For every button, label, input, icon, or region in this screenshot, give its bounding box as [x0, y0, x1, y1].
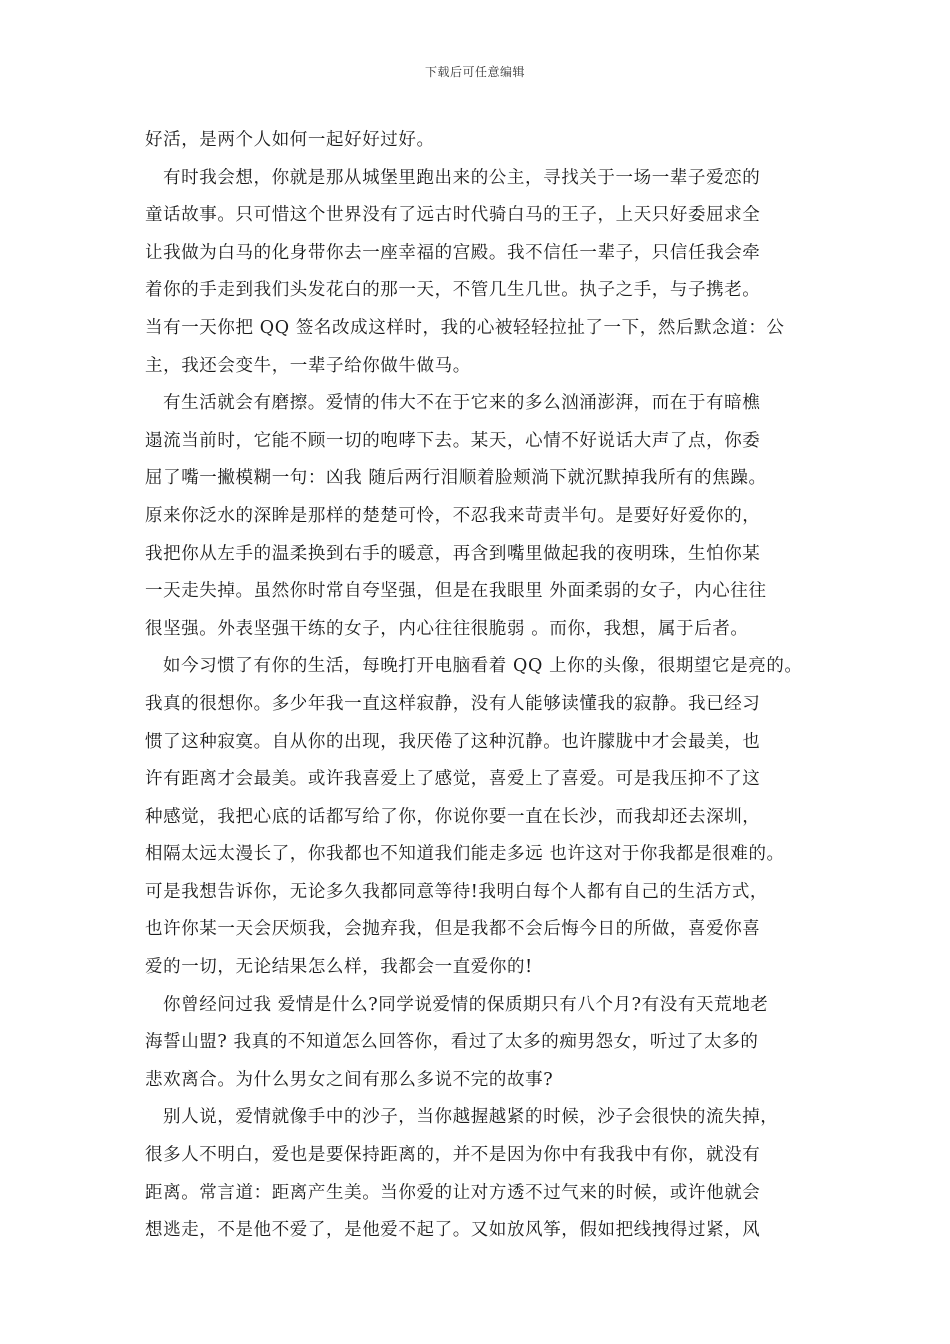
text-line: 童话故事。只可惜这个世界没有了远古时代骑白马的王子，上天只好委屈求全	[145, 205, 761, 226]
text-line: 一天走失掉。虽然你时常自夸坚强，但是在我眼里 外面柔弱的女子，内心往往	[145, 581, 767, 602]
text-line: 原来你泛水的深眸是那样的楚楚可怜，不忍我来苛责半句。是要好好爱你的，	[145, 505, 761, 526]
text-line: 很多人不明白，爱也是要保持距离的，并不是因为你中有我我中有你，就没有	[145, 1145, 761, 1166]
text-line: 屈了嘴一撇模糊一句：凶我 随后两行泪顺着脸颊淌下就沉默掉我所有的焦躁。	[145, 468, 767, 489]
text-line: 主，我还会变牛，一辈子给你做牛做马。	[145, 355, 471, 376]
text-line: 我真的很想你。多少年我一直这样寂静，没有人能够读懂我的寂静。我已经习	[145, 693, 761, 714]
page-header: 下载后可任意编辑	[424, 65, 525, 79]
text-line: 我把你从左手的温柔换到右手的暖意，再含到嘴里做起我的夜明珠，生怕你某	[145, 543, 761, 564]
text-line: 别人说，爱情就像手中的沙子，当你越握越紧的时候，沙子会很快的流失掉，	[163, 1107, 779, 1128]
text-line: 当有一天你把 QQ 签名改成这样时，我的心被轻轻拉扯了一下，然后默念道：公	[145, 317, 785, 338]
text-line: 有时我会想，你就是那从城堡里跑出来的公主，寻找关于一场一辈子爱恋的	[163, 167, 761, 188]
text-line: 着你的手走到我们头发花白的那一天，不管几生几世。执子之手，与子携老。	[145, 280, 761, 301]
text-line: 你曾经问过我 爱情是什么?同学说爱情的保质期只有八个月?有没有天荒地老	[163, 994, 769, 1015]
text-line: 想逃走，不是他不爱了，是他爱不起了。又如放风筝，假如把线拽得过紧，风	[145, 1220, 761, 1241]
text-line: 悲欢离合。为什么男女之间有那么多说不完的故事?	[145, 1069, 554, 1090]
text-line: 可是我想告诉你，无论多久我都同意等待!我明白每个人都有自己的生活方式，	[145, 881, 769, 902]
text-line: 让我做为白马的化身带你去一座幸福的宫殿。我不信任一辈子，只信任我会牵	[145, 242, 761, 263]
text-line: 遢流当前时，它能不顾一切的咆哮下去。某天，心情不好说话大声了点，你委	[145, 430, 761, 451]
text-line: 海誓山盟? 我真的不知道怎么回答你，看过了太多的痴男怨女，听过了太多的	[145, 1032, 759, 1053]
text-line: 爱的一切，无论结果怎么样，我都会一直爱你的!	[145, 957, 533, 978]
document-body	[145, 122, 810, 1250]
text-line: 距离。常言道：距离产生美。当你爱的让对方透不过气来的时候，或许他就会	[145, 1182, 761, 1203]
text-line: 惯了这种寂寞。自从你的出现，我厌倦了这种沉静。也许朦胧中才会最美，也	[145, 731, 761, 752]
text-line: 相隔太远太漫长了，你我都也不知道我们能走多远 也许这对于你我都是很难的。	[145, 844, 785, 865]
text-line: 种感觉，我把心底的话都写给了你，你说你要一直在长沙，而我却还去深圳，	[145, 806, 761, 827]
text-line: 好活，是两个人如何一起好好过好。	[145, 130, 435, 150]
text-line: 有生活就会有磨擦。爱情的伟大不在于它来的多么汹涌澎湃，而在于有暗樵	[163, 393, 761, 414]
text-line: 也许你某一天会厌烦我，会抛弃我，但是我都不会后悔今日的所做，喜爱你喜	[145, 919, 761, 940]
text-line: 很坚强。外表坚强干练的女子，内心往往很脆弱 。而你，我想，属于后者。	[145, 618, 749, 639]
text-line: 如今习惯了有你的生活，每晚打开电脑看着 QQ 上你的头像，很期望它是亮的。	[163, 656, 803, 677]
text-line: 许有距离才会最美。或许我喜爱上了感觉，喜爱上了喜爱。可是我压抑不了这	[145, 769, 761, 790]
